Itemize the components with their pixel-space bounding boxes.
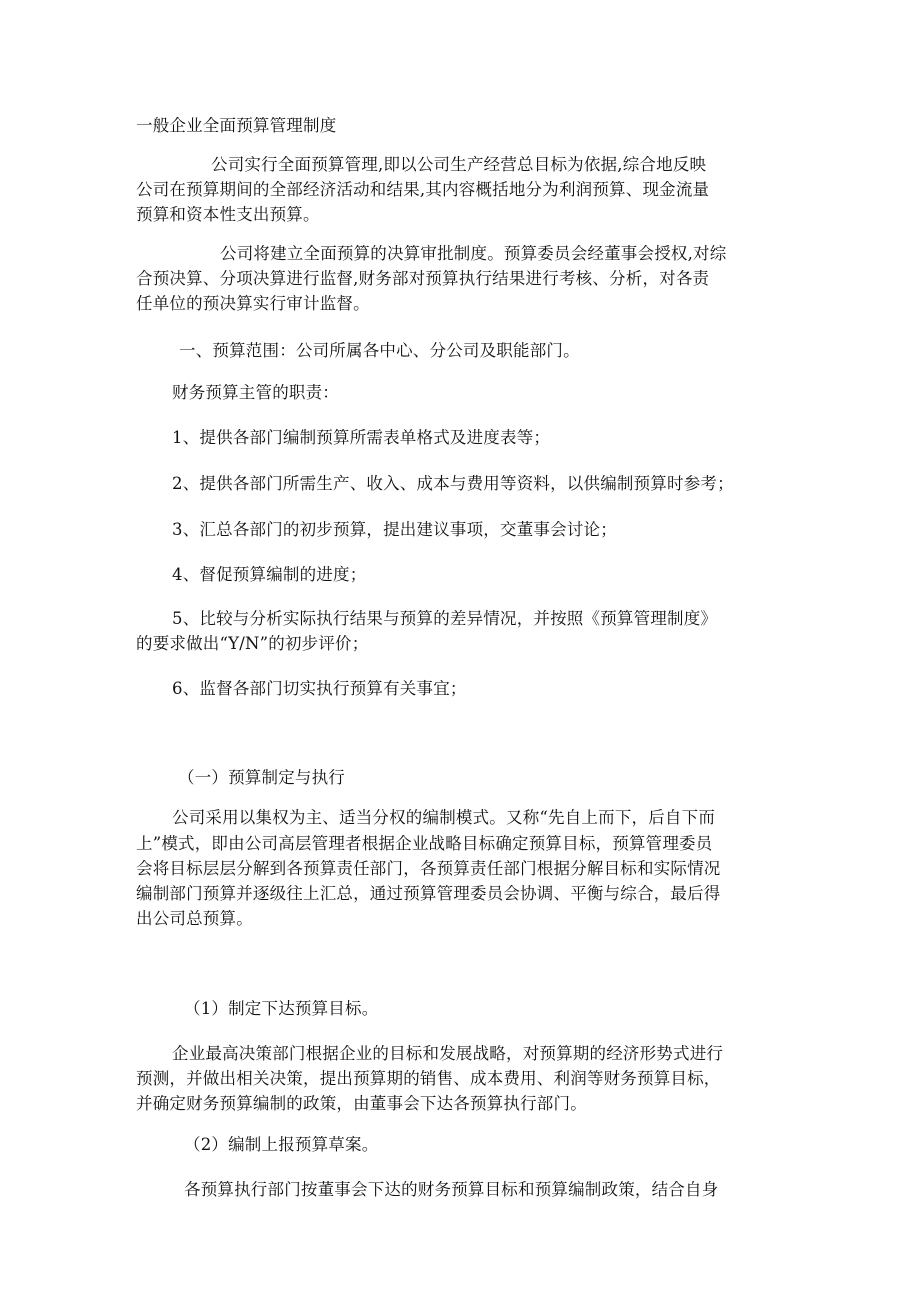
duty-item: 2、提供各部门所需生产、收入、成本与费用等资料，以供编制预算时参考； — [172, 474, 734, 493]
duty-item: 6、监督各部门切实执行预算有关事宜； — [172, 679, 467, 698]
duty-item: 1、提供各部门编制预算所需表单格式及进度表等； — [172, 428, 551, 447]
sub1-para-line: 公司采用以集权为主、适当分权的编制模式。又称“先自上而下，后自下而 — [172, 808, 716, 827]
sub1-para-line: 上”模式，即由公司高层管理者根据企业战略目标确定预算目标，预算管理委员 — [136, 834, 713, 853]
sub1-heading: （一）预算制定与执行 — [178, 768, 345, 787]
document-title: 一般企业全面预算管理制度 — [136, 116, 337, 135]
intro-para1-line: 预算和资本性支出预算。 — [136, 205, 320, 224]
duty-item: 5、比较与分析实际执行结果与预算的差异情况，并按照《预算管理制度》 — [172, 609, 718, 628]
step1-heading: （1）制定下达预算目标。 — [184, 999, 379, 1018]
step1-para-line: 预测，并做出相关决策，提出预算期的销售、成本费用、利润等财务预算目标， — [136, 1069, 721, 1088]
step2-heading: （2）编制上报预算草案。 — [184, 1135, 379, 1154]
step1-para-line: 并确定财务预算编制的政策，由董事会下达各预算执行部门。 — [136, 1094, 587, 1113]
duty-item: 4、督促预算编制的进度； — [172, 565, 367, 584]
intro-para1-line: 公司在预算期间的全部经济活动和结果,其内容概括地分为利润预算、现金流量 — [136, 180, 710, 199]
section1-heading: 一、预算范围：公司所属各中心、分公司及职能部门。 — [179, 341, 580, 360]
intro-para2-line: 任单位的预决算实行审计监督。 — [136, 294, 370, 313]
sub1-para-line: 出公司总预算。 — [136, 909, 253, 928]
step2-para-line: 各预算执行部门按董事会下达的财务预算目标和预算编制政策，结合自身 — [184, 1180, 719, 1199]
intro-para1-line: 公司实行全面预算管理,即以公司生产经营总目标为依据,综合地反映 — [211, 155, 707, 174]
step1-para-line: 企业最高决策部门根据企业的目标和发展战略，对预算期的经济形势式进行 — [172, 1044, 724, 1063]
duty-item: 3、汇总各部门的初步预算，提出建议事项，交董事会讨论； — [172, 520, 617, 539]
sub1-para-line: 编制部门预算并逐级往上汇总，通过预算管理委员会协调、平衡与综合，最后得 — [136, 884, 721, 903]
duties-heading: 财务预算主管的职责： — [172, 383, 339, 402]
intro-para2-line: 公司将建立全面预算的决算审批制度。预算委员会经董事会授权,对综 — [220, 244, 727, 263]
sub1-para-line: 会将目标层层分解到各预算责任部门，各预算责任部门根据分解目标和实际情况 — [136, 859, 721, 878]
intro-para2-line: 合预决算、分项决算进行监督,财务部对预算执行结果进行考核、分析，对各责 — [136, 269, 710, 288]
duty-item-continuation: 的要求做出“Y/N”的初步评价； — [136, 634, 369, 653]
